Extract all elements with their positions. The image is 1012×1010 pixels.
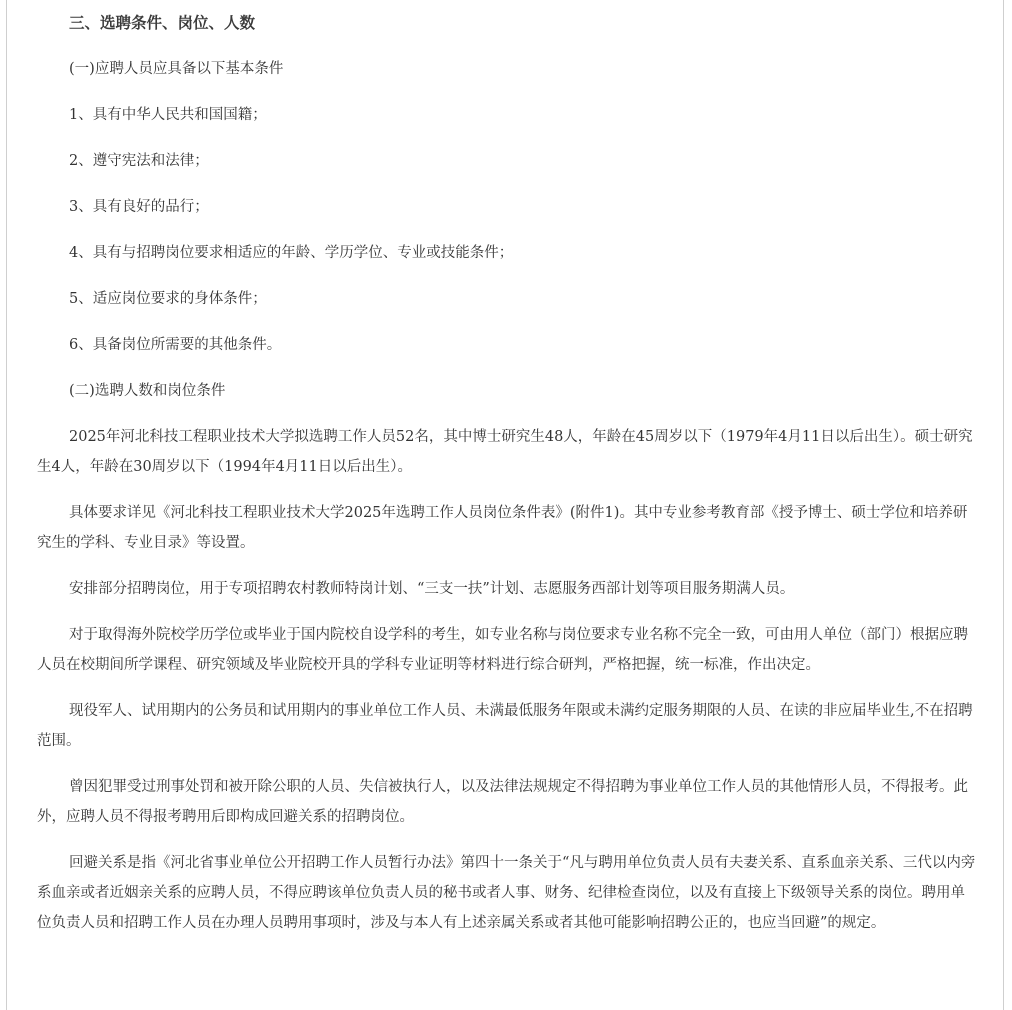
basic-conditions-title: (一)应聘人员应具备以下基本条件 [69, 61, 284, 77]
condition-item: 4、具有与招聘岗位要求相适应的年龄、学历学位、专业或技能条件； [69, 245, 514, 261]
positions-paragraph: 曾因犯罪受过刑事处罚和被开除公职的人员、失信被执行人，以及法律法规规定不得招聘为事业单位工作人员的其他情形人员，不得报考。此外，应聘人员不得报考聘用后即构成回避关系的招聘岗位。 [37, 779, 968, 825]
condition-item: 3、具有良好的品行； [69, 199, 209, 215]
condition-item: 6、具备岗位所需要的其他条件。 [69, 337, 282, 353]
article-content [37, 8, 977, 938]
positions-title: (二)选聘人数和岗位条件 [69, 383, 226, 399]
positions-paragraph: 安排部分招聘岗位，用于专项招聘农村教师特岗计划、“三支一扶”计划、志愿服务西部计划等项目服务期满人员。 [69, 581, 795, 597]
positions-paragraph: 具体要求详见《河北科技工程职业技术大学2025年选聘工作人员岗位条件表》(附件1)。其中专业参考教育部《授予博士、硕士学位和培养研究生的学科、专业目录》等设置。 [37, 505, 968, 551]
condition-item: 1、具有中华人民共和国国籍； [69, 107, 267, 123]
positions-paragraph: 现役军人、试用期内的公务员和试用期内的事业单位工作人员、未满最低服务年限或未满约定服务期限的人员、在读的非应届毕业生,不在招聘范围。 [37, 703, 973, 749]
positions-paragraph: 2025年河北科技工程职业技术大学拟选聘工作人员52名，其中博士研究生48人，年龄在45周岁以下（1979年4月11日以后出生）。硕士研究生4人，年龄在30周岁以下（1994年4月11日以后出生）。 [37, 429, 973, 475]
condition-item: 5、适应岗位要求的身体条件； [69, 291, 267, 307]
positions-paragraph: 对于取得海外院校学历学位或毕业于国内院校自设学科的考生，如专业名称与岗位要求专业名称不完全一致，可由用人单位（部门）根据应聘人员在校期间所学课程、研究领域及毕业院校开具的学科专业证明等材料进行综合研判，严格把握，统一标准，作出决定。 [37, 627, 968, 673]
positions-paragraph: 回避关系是指《河北省事业单位公开招聘工作人员暂行办法》第四十一条关于“凡与聘用单位负责人员有夫妻关系、直系血亲关系、三代以内旁系血亲或者近姻亲关系的应聘人员，不得应聘该单位负责人员的秘书或者人事、财务、纪律检查岗位，以及有直接上下级领导关系的岗位。聘用单位负责人员和招聘工作人员在办理人员聘用事项时，涉及与本人有上述亲属关系或者其他可能影响招聘公正的，也应当回避”的规定。 [37, 855, 976, 931]
condition-item: 2、遵守宪法和法律； [69, 153, 209, 169]
section-title: 三、选聘条件、岗位、人数 [69, 13, 256, 32]
